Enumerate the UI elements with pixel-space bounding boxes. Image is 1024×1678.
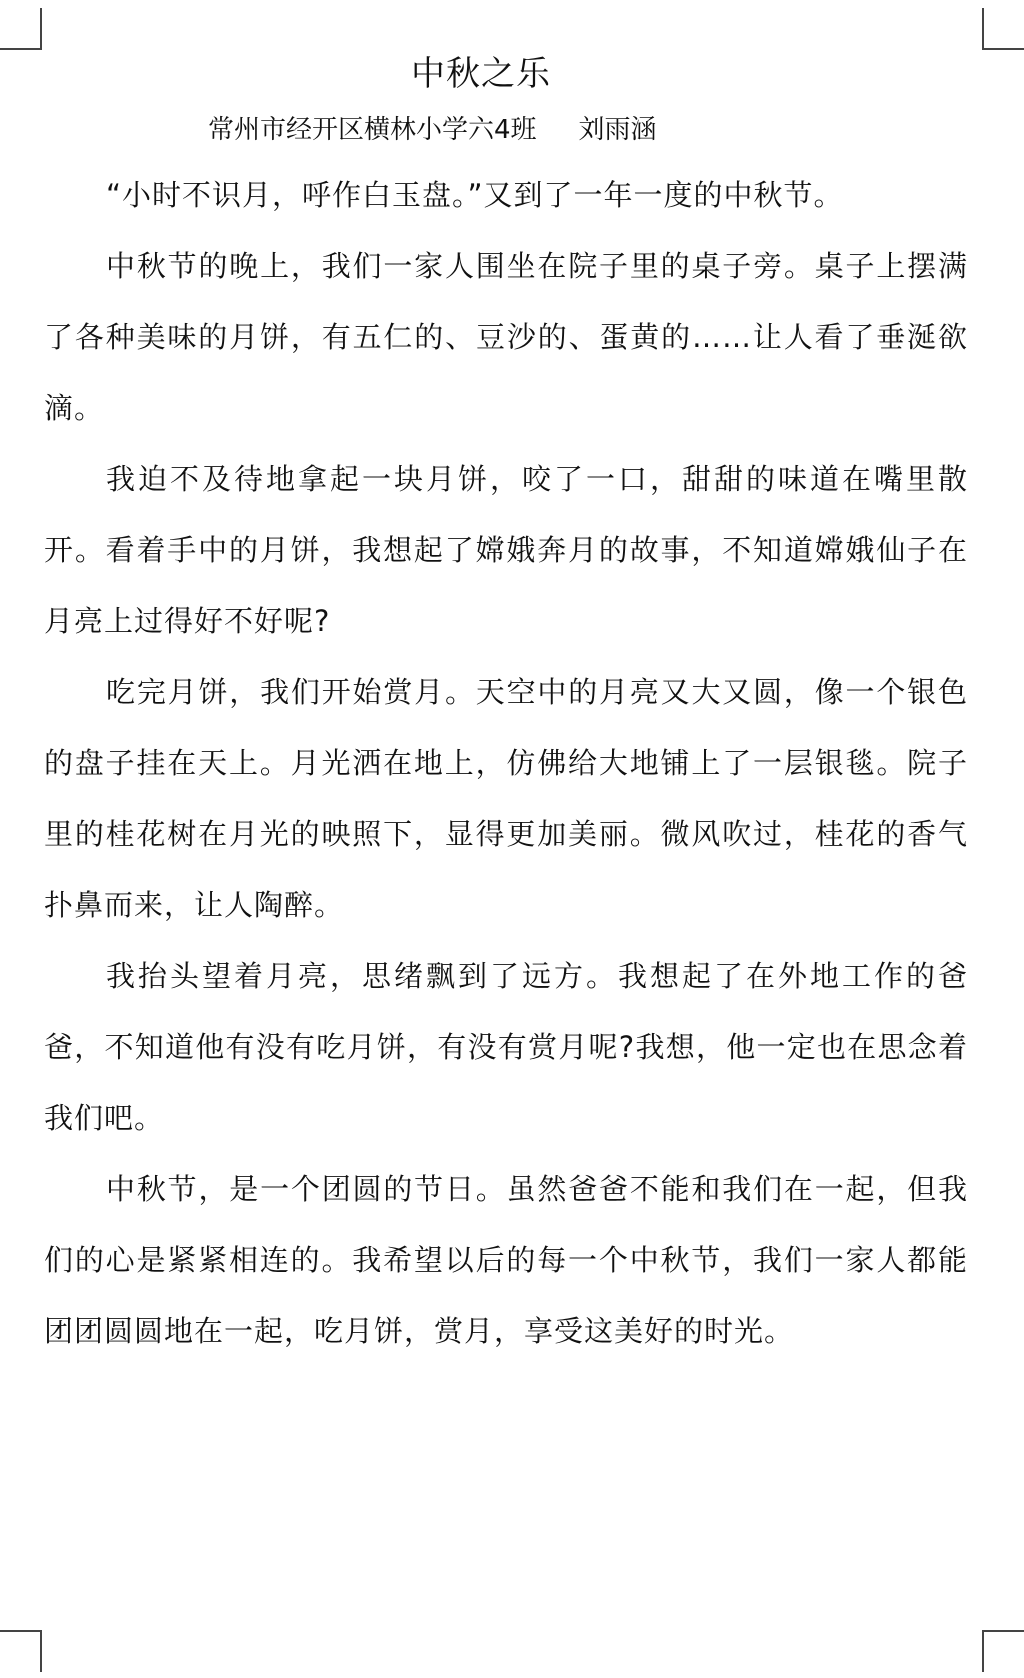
crop-mark-top-left	[0, 8, 42, 50]
crop-mark-bottom-left	[0, 1630, 42, 1672]
paragraph: 中秋节的晚上，我们一家人围坐在院子里的桌子旁。桌子上摆满了各种美味的月饼，有五仁的、豆沙的、蛋黄的……让人看了垂涎欲滴。	[44, 249, 968, 425]
byline	[208, 110, 657, 150]
essay-title: 中秋之乐	[411, 54, 551, 94]
crop-mark-bottom-right	[982, 1630, 1024, 1672]
paragraph: 我迫不及待地拿起一块月饼，咬了一口，甜甜的味道在嘴里散开。看着手中的月饼，我想起了嫦娥奔月的故事，不知道嫦娥仙子在月亮上过得好不好呢?	[44, 462, 968, 638]
paragraph: 中秋节，是一个团圆的节日。虽然爸爸不能和我们在一起，但我们的心是紧紧相连的。我希望以后的每一个中秋节，我们一家人都能团团圆圆地在一起，吃月饼，赏月，享受这美好的时光。	[44, 1172, 968, 1348]
paragraph: “小时不识月，呼作白玉盘。”又到了一年一度的中秋节。	[106, 178, 844, 212]
school-class: 常州市经开区横林小学六4班	[208, 115, 537, 145]
paragraph: 我抬头望着月亮，思绪飘到了远方。我想起了在外地工作的爸爸，不知道他有没有吃月饼，有没有赏月呢?我想，他一定也在思念着我们吧。	[44, 959, 968, 1135]
crop-mark-top-right	[982, 8, 1024, 50]
author-name: 刘雨涵	[578, 115, 657, 145]
paragraph: 吃完月饼，我们开始赏月。天空中的月亮又大又圆，像一个银色的盘子挂在天上。月光洒在地上，仿佛给大地铺上了一层银毯。院子里的桂花树在月光的映照下，显得更加美丽。微风吹过，桂花的香气扑鼻而来，让人陶醉。	[44, 675, 968, 922]
essay-body	[44, 160, 968, 1367]
